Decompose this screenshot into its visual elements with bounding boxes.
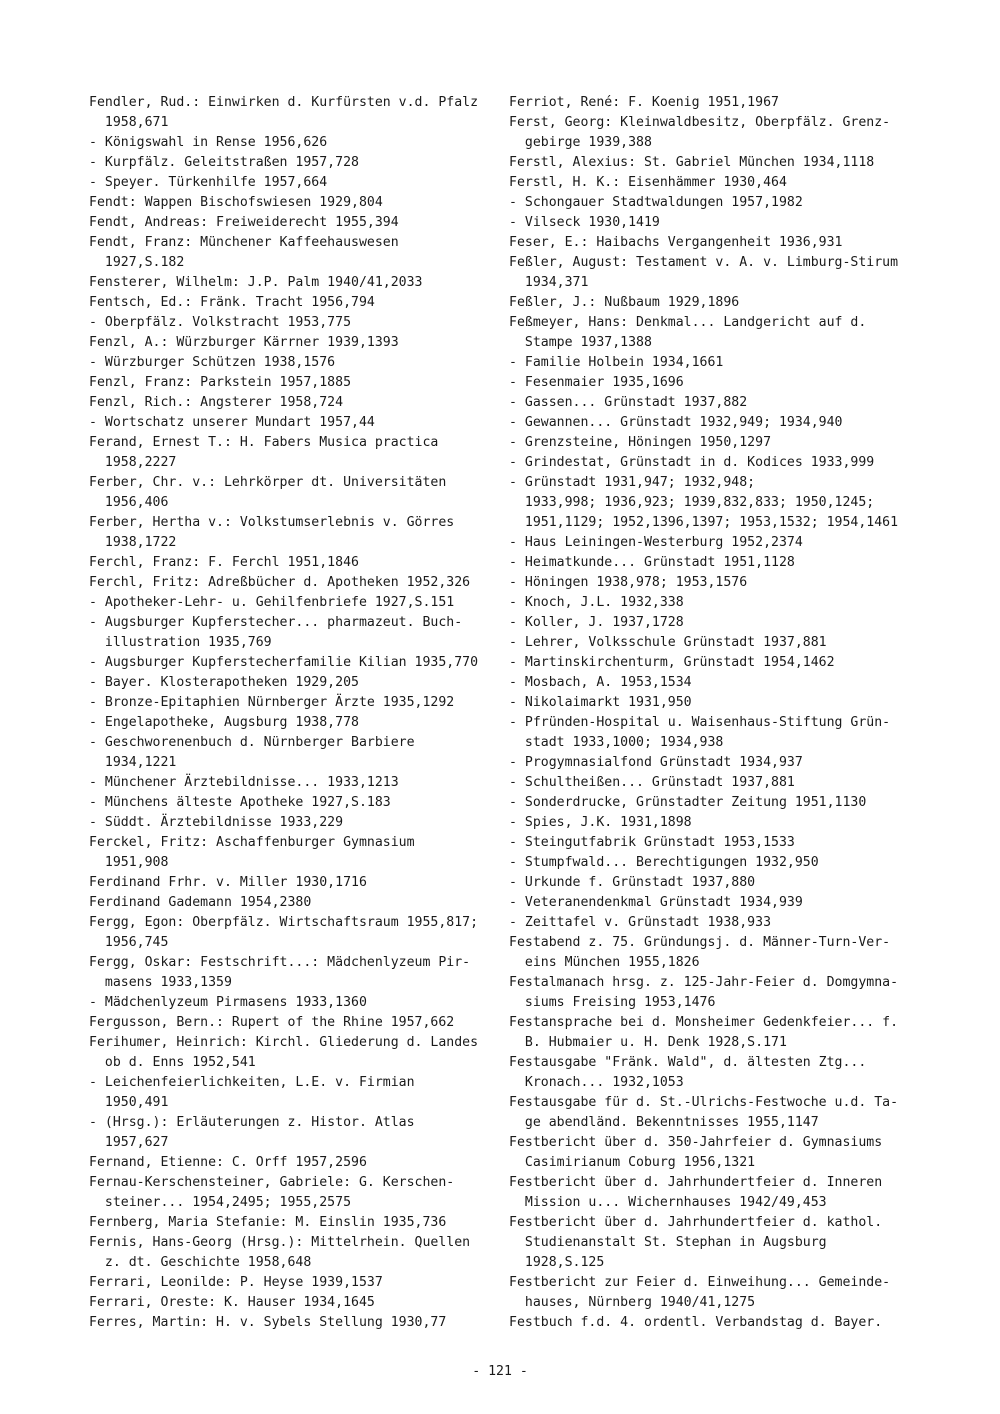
index-line: Kronach... 1932,1053 xyxy=(509,1075,684,1090)
index-line: ob d. Enns 1952,541 xyxy=(89,1055,256,1070)
index-line: Ferst, Georg: Kleinwaldbesitz, Oberpfälz. Grenz- xyxy=(509,115,891,130)
index-line: illustration 1935,769 xyxy=(89,635,272,650)
index-line: Stampe 1937,1388 xyxy=(509,335,652,350)
index-line: - Schongauer Stadtwaldungen 1957,1982 xyxy=(509,195,803,210)
index-line: Festbuch f.d. 4. ordentl. Verbandstag d. Bayer. xyxy=(509,1315,883,1330)
index-line: - Veteranendenkmal Grünstadt 1934,939 xyxy=(509,895,803,910)
index-line: - Grünstadt 1931,947; 1932,948; xyxy=(509,475,756,490)
index-line: - Fesenmaier 1935,1696 xyxy=(509,375,684,390)
index-line: Fenzl, Franz: Parkstein 1957,1885 xyxy=(89,375,352,390)
index-line: hauses, Nürnberg 1940/41,1275 xyxy=(509,1295,756,1310)
index-line: stadt 1933,1000; 1934,938 xyxy=(509,735,724,750)
index-line: Ferchl, Franz: F. Ferchl 1951,1846 xyxy=(89,555,359,570)
index-line: - Pfründen-Hospital u. Waisenhaus-Stiftung Grün- xyxy=(509,715,891,730)
index-line: Fenzl, Rich.: Angsterer 1958,724 xyxy=(89,395,344,410)
index-line: Ferber, Hertha v.: Volkstumserlebnis v. Görres xyxy=(89,515,455,530)
index-line: - Lehrer, Volksschule Grünstadt 1937,881 xyxy=(509,635,827,650)
index-line: - Gewannen... Grünstadt 1932,949; 1934,940 xyxy=(509,415,843,430)
index-line: Festausgabe "Fränk. Wald", d. ältesten Ztg... xyxy=(509,1055,867,1070)
index-line: - Spies, J.K. 1931,1898 xyxy=(509,815,692,830)
index-line: B. Hubmaier u. H. Denk 1928,S.171 xyxy=(509,1035,787,1050)
index-line: - Königswahl in Rense 1956,626 xyxy=(89,135,328,150)
index-line: - Urkunde f. Grünstadt 1937,880 xyxy=(509,875,756,890)
index-line: - Martinskirchenturm, Grünstadt 1954,1462 xyxy=(509,655,835,670)
index-line: Feßmeyer, Hans: Denkmal... Landgericht auf d. xyxy=(509,315,867,330)
index-line: 1950,491 xyxy=(89,1095,169,1110)
index-line: Fensterer, Wilhelm: J.P. Palm 1940/41,2033 xyxy=(89,275,423,290)
index-line: - Bronze-Epitaphien Nürnberger Ärzte 1935,1292 xyxy=(89,695,455,710)
index-line: 1938,1722 xyxy=(89,535,177,550)
index-line: - Familie Holbein 1934,1661 xyxy=(509,355,724,370)
index-line: Feser, E.: Haibachs Vergangenheit 1936,931 xyxy=(509,235,843,250)
index-line: - Knoch, J.L. 1932,338 xyxy=(509,595,684,610)
index-line: 1956,406 xyxy=(89,495,169,510)
index-line: - Haus Leiningen-Westerburg 1952,2374 xyxy=(509,535,803,550)
index-line: - Zeittafel v. Grünstadt 1938,933 xyxy=(509,915,772,930)
index-line: Festalmanach hrsg. z. 125-Jahr-Feier d. Domgymna- xyxy=(509,975,899,990)
index-line: Ferdinand Frhr. v. Miller 1930,1716 xyxy=(89,875,367,890)
index-line: eins München 1955,1826 xyxy=(509,955,700,970)
index-line: Ferrari, Oreste: K. Hauser 1934,1645 xyxy=(89,1295,375,1310)
index-line: - Steingutfabrik Grünstadt 1953,1533 xyxy=(509,835,795,850)
index-line: Festbericht über d. Jahrhundertfeier d. kathol. xyxy=(509,1215,883,1230)
page-number: - 121 - xyxy=(472,1364,528,1379)
index-line: 1958,671 xyxy=(89,115,169,130)
index-line: - Heimatkunde... Grünstadt 1951,1128 xyxy=(509,555,795,570)
index-line: 1928,S.125 xyxy=(509,1255,605,1270)
index-line: - Vilseck 1930,1419 xyxy=(509,215,660,230)
index-column-left xyxy=(89,93,494,1333)
index-line: - Oberpfälz. Volkstracht 1953,775 xyxy=(89,315,352,330)
index-line: - Nikolaimarkt 1931,950 xyxy=(509,695,692,710)
index-line: - Bayer. Klosterapotheken 1929,205 xyxy=(89,675,359,690)
index-line: - Koller, J. 1937,1728 xyxy=(509,615,684,630)
index-line: - Geschworenenbuch d. Nürnberger Barbiere xyxy=(89,735,415,750)
index-line: - Speyer. Türkenhilfe 1957,664 xyxy=(89,175,328,190)
index-line: Festansprache bei d. Monsheimer Gedenkfeier... f. xyxy=(509,1015,899,1030)
index-line: Fentsch, Ed.: Fränk. Tracht 1956,794 xyxy=(89,295,375,310)
index-line: Fernau-Kerschensteiner, Gabriele: G. Kerschen- xyxy=(89,1175,455,1190)
index-line: - Stumpfwald... Berechtigungen 1932,950 xyxy=(509,855,819,870)
index-line: Fendt: Wappen Bischofswiesen 1929,804 xyxy=(89,195,383,210)
index-line: - Kurpfälz. Geleitstraßen 1957,728 xyxy=(89,155,359,170)
index-line: Fernand, Etienne: C. Orff 1957,2596 xyxy=(89,1155,367,1170)
index-line: Fenzl, A.: Würzburger Kärrner 1939,1393 xyxy=(89,335,399,350)
index-line: 1951,1129; 1952,1396,1397; 1953,1532; 1954,1461 xyxy=(509,515,899,530)
index-line: - (Hrsg.): Erläuterungen z. Histor. Atlas xyxy=(89,1115,415,1130)
index-line: Studienanstalt St. Stephan in Augsburg xyxy=(509,1235,827,1250)
index-line: Fergg, Oskar: Festschrift...: Mädchenlyzeum Pir- xyxy=(89,955,471,970)
index-line: - Grindestat, Grünstadt in d. Kodices 1933,999 xyxy=(509,455,875,470)
index-line: - Münchens älteste Apotheke 1927,S.183 xyxy=(89,795,391,810)
index-line: Ferriot, René: F. Koenig 1951,1967 xyxy=(509,95,779,110)
index-line: - Engelapotheke, Augsburg 1938,778 xyxy=(89,715,359,730)
index-line: Fendt, Andreas: Freiweiderecht 1955,394 xyxy=(89,215,399,230)
index-line: Ferand, Ernest T.: H. Fabers Musica practica xyxy=(89,435,439,450)
index-line: Ferchl, Fritz: Adreßbücher d. Apotheken 1952,326 xyxy=(89,575,471,590)
index-line: Ferdinand Gademann 1954,2380 xyxy=(89,895,312,910)
index-line: Fendt, Franz: Münchener Kaffeehauswesen xyxy=(89,235,399,250)
index-line: 1951,908 xyxy=(89,855,169,870)
index-line: Mission u... Wichernhauses 1942/49,453 xyxy=(509,1195,827,1210)
index-line: gebirge 1939,388 xyxy=(509,135,652,150)
index-line: - Sonderdrucke, Grünstadter Zeitung 1951,1130 xyxy=(509,795,867,810)
index-line: z. dt. Geschichte 1958,648 xyxy=(89,1255,312,1270)
index-line: 1927,S.182 xyxy=(89,255,185,270)
index-line: - Leichenfeierlichkeiten, L.E. v. Firmian xyxy=(89,1075,415,1090)
index-line: - Münchener Ärztebildnisse... 1933,1213 xyxy=(89,775,399,790)
index-line: Ferres, Martin: H. v. Sybels Stellung 1930,77 xyxy=(89,1315,447,1330)
index-column-right xyxy=(509,93,909,1333)
index-line: Fergusson, Bern.: Rupert of the Rhine 1957,662 xyxy=(89,1015,455,1030)
index-line: siums Freising 1953,1476 xyxy=(509,995,716,1010)
index-line: 1934,1221 xyxy=(89,755,177,770)
index-line: 1956,745 xyxy=(89,935,169,950)
index-line: Ferrari, Leonilde: P. Heyse 1939,1537 xyxy=(89,1275,383,1290)
index-line: - Augsburger Kupferstecherfamilie Kilian 1935,770 xyxy=(89,655,479,670)
index-line: Festbericht über d. 350-Jahrfeier d. Gymnasiums xyxy=(509,1135,883,1150)
index-line: Ferckel, Fritz: Aschaffenburger Gymnasium xyxy=(89,835,415,850)
index-line: - Höningen 1938,978; 1953,1576 xyxy=(509,575,748,590)
index-line: 1957,627 xyxy=(89,1135,169,1150)
index-line: - Gassen... Grünstadt 1937,882 xyxy=(509,395,748,410)
index-line: Festbericht über d. Jahrhundertfeier d. Inneren xyxy=(509,1175,883,1190)
index-line: Fernis, Hans-Georg (Hrsg.): Mittelrhein. Quellen xyxy=(89,1235,471,1250)
index-line: Ferstl, H. K.: Eisenhämmer 1930,464 xyxy=(509,175,787,190)
index-line: - Augsburger Kupferstecher... pharmazeut. Buch- xyxy=(89,615,463,630)
index-line: Fendler, Rud.: Einwirken d. Kurfürsten v.d. Pfalz xyxy=(89,95,479,110)
index-line: - Apotheker-Lehr- u. Gehilfenbriefe 1927,S.151 xyxy=(89,595,455,610)
index-line: - Schultheißen... Grünstadt 1937,881 xyxy=(509,775,795,790)
index-line: 1934,371 xyxy=(509,275,589,290)
index-line: ge abendländ. Bekenntnisses 1955,1147 xyxy=(509,1115,819,1130)
index-line: Feßler, J.: Nußbaum 1929,1896 xyxy=(509,295,740,310)
index-line: Ferstl, Alexius: St. Gabriel München 1934,1118 xyxy=(509,155,875,170)
index-line: - Mosbach, A. 1953,1534 xyxy=(509,675,692,690)
index-line: 1958,2227 xyxy=(89,455,177,470)
index-line: - Süddt. Ärztebildnisse 1933,229 xyxy=(89,815,344,830)
index-line: Ferber, Chr. v.: Lehrkörper dt. Universitäten xyxy=(89,475,447,490)
index-line: Festbericht zur Feier d. Einweihung... Gemeinde- xyxy=(509,1275,891,1290)
index-line: Fergg, Egon: Oberpfälz. Wirtschaftsraum 1955,817; xyxy=(89,915,479,930)
index-line: Festabend z. 75. Gründungsj. d. Männer-Turn-Ver- xyxy=(509,935,891,950)
index-line: 1933,998; 1936,923; 1939,832,833; 1950,1245; xyxy=(509,495,875,510)
index-line: Festausgabe für d. St.-Ulrichs-Festwoche u.d. Ta- xyxy=(509,1095,899,1110)
index-line: Feßler, August: Testament v. A. v. Limburg-Stirum xyxy=(509,255,899,270)
index-line: Casimirianum Coburg 1956,1321 xyxy=(509,1155,756,1170)
index-line: - Grenzsteine, Höningen 1950,1297 xyxy=(509,435,772,450)
index-line: - Wortschatz unserer Mundart 1957,44 xyxy=(89,415,375,430)
index-line: Ferihumer, Heinrich: Kirchl. Gliederung d. Landes xyxy=(89,1035,479,1050)
index-line: steiner... 1954,2495; 1955,2575 xyxy=(89,1195,352,1210)
index-line: - Progymnasialfond Grünstadt 1934,937 xyxy=(509,755,803,770)
index-line: Fernberg, Maria Stefanie: M. Einslin 1935,736 xyxy=(89,1215,447,1230)
index-line: - Würzburger Schützen 1938,1576 xyxy=(89,355,336,370)
index-line: - Mädchenlyzeum Pirmasens 1933,1360 xyxy=(89,995,367,1010)
index-line: masens 1933,1359 xyxy=(89,975,232,990)
